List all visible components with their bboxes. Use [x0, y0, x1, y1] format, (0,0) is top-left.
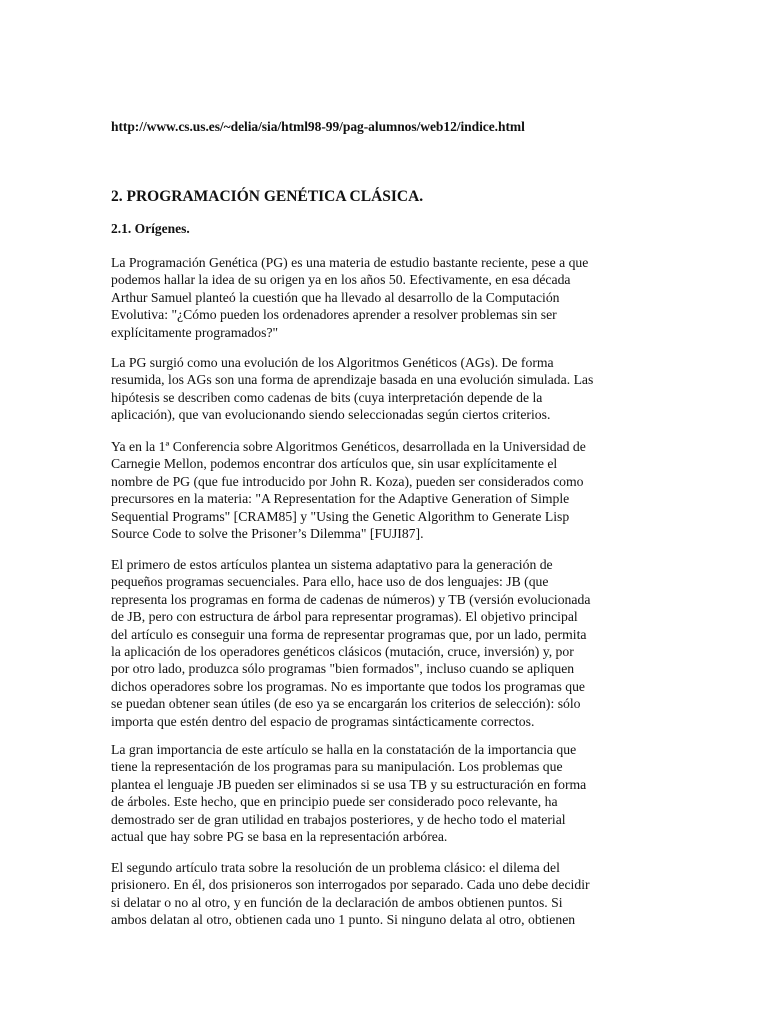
text-line: precursores en la materia: "A Representation for the Adaptive Generation of Simple [111, 491, 570, 507]
text-line: demostrado ser de gran utilidad en trabajos posteriores, y de hecho todo el material [111, 811, 566, 827]
text-line: aplicación), que van evolucionando siendo seleccionadas según ciertos criterios. [111, 407, 551, 423]
text-line: resumida, los AGs son una forma de aprendizaje basada en una evolución simulada. Las [111, 372, 594, 388]
text-line: explícitamente programados?" [111, 324, 279, 340]
section-heading: 2. PROGRAMACIÓN GENÉTICA CLÁSICA. [111, 188, 424, 205]
text-line: la aplicación de los operadores genéticos clásicos (mutación, cruce, inversión) y, por [111, 644, 574, 660]
text-line: Source Code to solve the Prisoner’s Dilemma" [FUJI87]. [111, 526, 424, 542]
text-line: La Programación Genética (PG) es una materia de estudio bastante reciente, pese a que [111, 255, 589, 270]
text-line: pequeños programas secuenciales. Para ello, hace uso de dos lenguajes: JB (que [111, 574, 549, 590]
text-line: dichos operadores sobre los programas. No es importante que todos los programas que [111, 678, 586, 694]
paragraph-first-article [111, 556, 671, 730]
text-line: actual que hay sobre PG se basa en la representación arbórea. [111, 829, 448, 845]
text-line: El primero de estos artículos plantea un sistema adaptativo para la generación de [111, 557, 553, 572]
text-line: Arthur Samuel planteó la cuestión que ha llevado al desarrollo de la Computación [111, 289, 560, 305]
paragraph-ags [111, 354, 671, 424]
text-line: La gran importancia de este artículo se halla en la constatación de la importancia que [111, 742, 577, 757]
text-line: Ya en la 1ª Conferencia sobre Algoritmos Genéticos, desarrollada en la Universidad de [111, 439, 586, 454]
paragraph-conference [111, 438, 671, 542]
text-line: si delatar o no al otro, y en función de la declaración de ambos obtienen puntos. Si [111, 894, 563, 910]
text-line: del artículo es conseguir una forma de representar programas que, por un lado, permita [111, 626, 587, 642]
text-line: La PG surgió como una evolución de los Algoritmos Genéticos (AGs). De forma [111, 355, 554, 370]
text-line: importa que estén dentro del espacio de programas sintácticamente correctos. [111, 713, 535, 729]
text-line: hipótesis se describen como cadenas de bits (cuya interpretación depende de la [111, 389, 543, 405]
text-line: de árboles. Este hecho, que en principio puede ser considerado poco relevante, ha [111, 794, 558, 810]
text-line: Carnegie Mellon, podemos encontrar dos artículos que, sin usar explícitamente el [111, 456, 558, 472]
text-line: El segundo artículo trata sobre la resolución de un problema clásico: el dilema del [111, 860, 560, 875]
text-line: de JB, pero con estructura de árbol para representar programas). El objetivo principal [111, 609, 578, 625]
text-line: tiene la representación de los programas para su manipulación. Los problemas que [111, 759, 563, 775]
text-line: podemos hallar la idea de su origen ya en los años 50. Efectivamente, en esa década [111, 272, 571, 288]
text-line: representa los programas en forma de cadenas de números) y TB (versión evolucionada [111, 591, 591, 607]
source-url: http://www.cs.us.es/~delia/sia/html98-99/pag-alumnos/web12/indice.html [111, 119, 525, 134]
text-line: Evolutiva: "¿Cómo pueden los ordenadores aprender a resolver problemas sin ser [111, 307, 557, 323]
text-line: prisionero. En él, dos prisioneros son interrogados por separado. Cada uno debe decidir [111, 877, 590, 893]
text-line: se puedan obtener sean útiles (de eso ya se encargarán los criterios de selección): sólo [111, 696, 581, 712]
paragraph-importance [111, 741, 671, 845]
text-line: nombre de PG (que fue introducido por John R. Koza), pueden ser considerados como [111, 473, 584, 489]
text-line: ambos delatan al otro, obtienen cada uno 1 punto. Si ninguno delata al otro, obtienen [111, 912, 576, 928]
text-line: plantea el lenguaje JB pueden ser eliminados si se usa TB y su estructuración en forma [111, 776, 587, 792]
paragraph-intro [111, 254, 671, 341]
subsection-heading: 2.1. Orígenes. [111, 221, 190, 236]
text-line: por otro lado, produzca sólo programas "bien formados", incluso cuando se apliquen [111, 661, 575, 677]
paragraph-second-article [111, 859, 671, 929]
text-line: Sequential Programs" [CRAM85] y "Using the Genetic Algorithm to Generate Lisp [111, 508, 570, 524]
